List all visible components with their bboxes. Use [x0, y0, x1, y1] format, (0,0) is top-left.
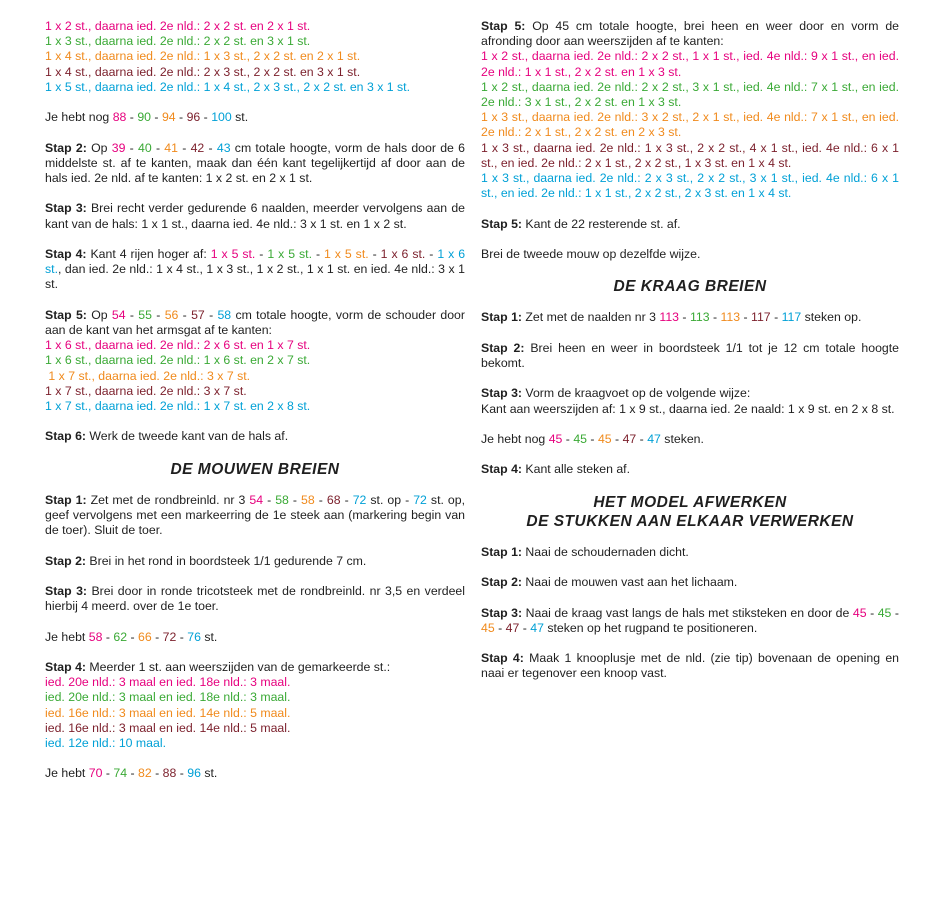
- size-line: ied. 16e nld.: 3 maal en ied. 14e nld.: 5 maal.: [45, 720, 291, 735]
- size-value: 58: [301, 492, 315, 507]
- step-label: Stap 6:: [45, 429, 86, 444]
- size-value: 56: [164, 307, 179, 322]
- size-value: 45: [597, 431, 612, 446]
- size-value: 57: [191, 307, 205, 322]
- size-value: 45: [573, 431, 587, 446]
- size-value: 88: [162, 766, 177, 781]
- size-line: 1 x 6 st., daarna ied. 2e nld.: 1 x 6 st. en 2 x 7 st.: [45, 353, 311, 368]
- step-paragraph: [481, 575, 899, 590]
- size-line: 1 x 4 st., daarna ied. 2e nld.: 2 x 3 st., 2 x 2 st. en 3 x 1 st.: [45, 64, 361, 79]
- step-label: Stap 5:: [45, 307, 87, 322]
- size-value: 62: [113, 629, 128, 644]
- size-value: 1 x 6 st.: [380, 246, 426, 261]
- size-value: 47: [647, 431, 661, 446]
- text: Kant de 22 resterende st. af.: [522, 216, 681, 231]
- size-value: 47: [505, 620, 520, 635]
- text: st.: [200, 629, 218, 644]
- size-line: 1 x 6 st., daarna ied. 2e nld.: 2 x 6 st. en 1 x 7 st.: [45, 338, 311, 353]
- text: Naai de mouwen vast aan het lichaam.: [522, 575, 738, 590]
- text: Je hebt: [45, 766, 89, 781]
- size-line: 1 x 2 st., daarna ied. 2e nld.: 2 x 2 st., 1 x 1 st., ied. 4e nld.: 9 x 1 st., en ied. 2e nld.: 1 x 1 st., 2 x 2 st. en 1 x 3 st.: [481, 49, 899, 79]
- step-paragraph: [45, 429, 465, 444]
- size-value: 39: [111, 140, 126, 155]
- text: Zet met de rondbreinld. nr 3: [86, 492, 250, 507]
- size-line: ied. 16e nld.: 3 maal en ied. 14e nld.: 5 maal.: [45, 705, 291, 720]
- step-paragraph: Stap 2: Op 39 - 40 - 41 - 42 - 43 cm totale hoogte, vorm de hals door de 6 middelste st. af te kanten, maak dan één kant tegelijkertijd af door aan de hals ied. 2e nld. af te kanten: 1 x 2 st. en 2 x 1 st.: [45, 140, 465, 185]
- text: steken.: [660, 431, 704, 446]
- step-paragraph: Stap 4: Kant 4 rijen hoger af: 1 x 5 st. - 1 x 5 st. - 1 x 5 st. - 1 x 6 st. - 1 x 6 st., dan ied. 2e nld.: 1 x 4 st., 1 x 3 st., 1 x 2 st., 1 x 1 st. en ied. 4e nld.: 3 x 1 st.: [45, 246, 466, 292]
- text-line: Kant aan weerszijden af: 1 x 9 st., daarna ied. 2e naald: 1 x 9 st. en 2 x 8 st.: [481, 401, 895, 416]
- size-value: 76: [187, 629, 201, 644]
- size-value: 70: [88, 766, 103, 781]
- step-label: Stap 4:: [481, 651, 524, 666]
- size-value: 58: [217, 307, 232, 322]
- text: Je hebt: [45, 629, 89, 644]
- size-line: 1 x 4 st., daarna ied. 2e nld.: 1 x 3 st., 2 x 2 st. en 2 x 1 st.: [45, 49, 361, 64]
- size-line: 1 x 2 st., daarna ied. 2e nld.: 2 x 2 st. en 2 x 1 st.: [45, 19, 311, 33]
- right-column: [481, 19, 899, 697]
- step-label: Stap 3:: [45, 201, 87, 216]
- text: Brei heen en weer in boordsteek 1/1 tot je 12 cm totale hoogte bekomt.: [481, 340, 900, 370]
- section-heading: DE KRAAG BREIEN: [613, 278, 767, 296]
- size-value: 58: [88, 629, 103, 644]
- size-value: 47: [530, 620, 544, 635]
- size-line: 1 x 3 st., daarna ied. 2e nld.: 2 x 3 st., 2 x 2 st., 3 x 1 st., ied. 4e nld.: 6 x 1 st., en ied. 2e nld.: 1 x 1 st., 2 x 2 st., 2 x 3 st. en 1 x 4 st.: [481, 171, 899, 201]
- step-paragraph: [481, 19, 899, 201]
- text: Brei door in ronde tricotsteek met de rondbreinld. nr 3,5 en verdeel hierbij 4 meerd. over de 1e toer.: [45, 583, 465, 614]
- size-value: 113: [720, 310, 741, 325]
- stitch-count-paragraph: Je hebt 70 - 74 - 82 - 88 - 96 st.: [45, 766, 218, 781]
- step-paragraph: Stap 3: Naai de kraag vast langs de hals met stiksteken en door de 45 - 45 - 45 - 47 - 47 steken op het rugpand te positioneren.: [481, 605, 900, 635]
- size-value: 94: [161, 110, 176, 125]
- step-label: Stap 3:: [481, 605, 523, 620]
- text: Naai de kraag vast langs de hals met stiksteken en door de: [522, 605, 853, 620]
- step-label: Stap 4:: [45, 246, 87, 261]
- size-value: 100: [211, 110, 232, 125]
- size-value: 113: [689, 310, 710, 325]
- size-value: 96: [187, 766, 201, 781]
- size-line: 1 x 7 st., daarna ied. 2e nld.: 3 x 7 st.: [45, 383, 247, 398]
- text: Je hebt nog: [481, 431, 549, 446]
- step-paragraph: [481, 386, 899, 416]
- size-line: ied. 20e nld.: 3 maal en ied. 18e nld.: 3 maal.: [45, 690, 291, 705]
- size-line: 1 x 2 st., daarna ied. 2e nld.: 2 x 2 st., 3 x 1 st., ied. 4e nld.: 7 x 1 st., en ied. 2e nld.: 3 x 1 st., 2 x 2 st. en 1 x 3 st.: [481, 79, 899, 110]
- step-label: Stap 5:: [481, 216, 522, 231]
- size-value: 58: [275, 492, 289, 507]
- step-paragraph: [481, 651, 899, 681]
- size-value: 54: [249, 492, 264, 507]
- text: Op: [86, 140, 112, 155]
- size-line: ied. 20e nld.: 3 maal en ied. 18e nld.: 3 maal.: [45, 675, 291, 690]
- stitch-count-paragraph: Je hebt 58 - 62 - 66 - 72 - 76 st.: [45, 629, 218, 644]
- text: Je hebt nog: [45, 110, 113, 125]
- size-value: 96: [186, 110, 201, 125]
- size-value: 66: [138, 629, 152, 644]
- size-line: 1 x 3 st., daarna ied. 2e nld.: 1 x 3 st., 2 x 2 st., 4 x 1 st., ied. 4e nld.: 6 x 1 st., en ied. 2e nld.: 2 x 1 st., 2 x 2 st., 1 x 3 st. en 1 x 4 st.: [481, 140, 899, 170]
- size-value: 54: [111, 307, 126, 322]
- text: Maak 1 knooplusje met de nld. (zie tip) bovenaan de opening en naai er tegenover een knoop vast.: [481, 651, 900, 681]
- size-value: 1 x 5 st.: [210, 246, 256, 261]
- step-label: Stap 2:: [481, 340, 525, 355]
- step-label: Stap 3:: [481, 386, 522, 401]
- text-paragraph: Brei de tweede mouw op dezelfde wijze.: [481, 247, 701, 262]
- step-label: Stap 1:: [481, 544, 522, 559]
- text: st.: [200, 766, 218, 781]
- size-value: 45: [548, 431, 563, 446]
- step-label: Stap 2:: [481, 575, 522, 590]
- size-line: 1 x 3 st., daarna ied. 2e nld.: 3 x 2 st., 2 x 1 st., ied. 4e nld.: 7 x 1 st., en ied. 2e nld.: 2 x 1 st., 2 x 2 st. en 2 x 3 st.: [481, 110, 899, 140]
- step-label: Stap 1:: [45, 492, 87, 507]
- step-paragraph: [45, 660, 465, 751]
- size-value: 74: [113, 766, 128, 781]
- size-value: 40: [138, 140, 152, 155]
- size-line: 1 x 5 st., daarna ied. 2e nld.: 1 x 4 st., 2 x 3 st., 2 x 2 st. en 3 x 1 st.: [45, 79, 410, 94]
- size-value: 90: [137, 110, 151, 125]
- size-line: 1 x 7 st., daarna ied. 2e nld.: 1 x 7 st. en 2 x 8 st.: [45, 399, 311, 413]
- size-value: 1 x 5 st.: [267, 246, 313, 261]
- text: steken op het rugpand te positioneren.: [543, 620, 758, 635]
- size-line: 1 x 7 st., daarna ied. 2e nld.: 3 x 7 st.: [45, 368, 251, 383]
- size-value: 42: [190, 140, 205, 155]
- size-value: 82: [138, 766, 152, 781]
- text: Vorm de kraagvoet op de volgende wijze:: [522, 386, 751, 401]
- step-paragraph: [45, 554, 465, 569]
- text: Kant alle steken af.: [522, 462, 631, 477]
- step-paragraph: [481, 217, 899, 232]
- text: st.: [231, 110, 249, 125]
- text: Zet met de naalden nr 3: [522, 310, 660, 325]
- text: Naai de schoudernaden dicht.: [522, 544, 689, 559]
- step-label: Stap 3:: [45, 583, 88, 598]
- size-value: 113: [659, 310, 680, 325]
- size-value: 1 x 5 st.: [324, 246, 369, 261]
- size-value: 117: [781, 310, 802, 325]
- size-value: 1 x 6 st.: [45, 246, 466, 277]
- text: cm totale hoogte, vorm de schouder door aan de kant van het armsgat af te kanten:: [45, 307, 465, 337]
- step-label: Stap 2:: [45, 140, 87, 155]
- text: Meerder 1 st. aan weerszijden van de gemarkeerde st.:: [86, 659, 391, 674]
- step-paragraph: Stap 1: Zet met de rondbreinld. nr 3 54 - 58 - 58 - 68 - 72 st. op - 72 st. op, geef vervolgens met een markeerring de 1e steek aan (markering begin van de toer). Sluit de toer.: [45, 492, 466, 538]
- step-label: Stap 4:: [45, 659, 86, 674]
- size-value: 45: [481, 620, 495, 635]
- size-value: 45: [852, 605, 867, 620]
- step-paragraph: [481, 341, 899, 371]
- step-label: Stap 1:: [481, 310, 522, 325]
- text: Op 45 cm totale hoogte, brei heen en weer door en vorm de afronding door aan weerszijden af te kanten:: [481, 19, 900, 49]
- size-value: 117: [751, 310, 771, 325]
- text: st. op -: [366, 492, 414, 507]
- size-line: 1 x 3 st., daarna ied. 2e nld.: 2 x 2 st. en 3 x 1 st.: [45, 34, 311, 49]
- size-line: ied. 12e nld.: 10 maal.: [45, 735, 166, 750]
- step-paragraph: [45, 201, 465, 231]
- left-column: [45, 19, 465, 797]
- text: Werk de tweede kant van de hals af.: [86, 429, 289, 444]
- step-paragraph: [45, 584, 465, 614]
- stitch-count-paragraph: Je hebt nog 45 - 45 - 45 - 47 - 47 steken.: [481, 431, 704, 446]
- section-heading: DE MOUWEN BREIEN: [170, 460, 340, 478]
- section-heading: DE STUKKEN AAN ELKAAR VERWERKEN: [526, 512, 854, 530]
- size-value: 72: [352, 492, 367, 507]
- text: , dan ied. 2e nld.: 1 x 4 st., 1 x 3 st., 1 x 2 st., 1 x 1 st. en ied. 4e nld.: 3 x 1 st.: [45, 262, 465, 292]
- size-value: 45: [877, 605, 892, 620]
- decrease-lines: [45, 19, 465, 95]
- text: steken op.: [801, 310, 862, 325]
- text: Brei recht verder gedurende 6 naalden, meerder vervolgens aan de kant van de hals: 1 x 1 st., daarna ied. 4e nld.: 3 x 1 st. en 1 x 2 st.: [45, 201, 465, 231]
- stitch-count-paragraph: Je hebt nog 88 - 90 - 94 - 96 - 100 st.: [45, 110, 249, 125]
- step-label: Stap 2:: [45, 553, 86, 568]
- text: Op: [86, 307, 112, 322]
- size-value: 41: [164, 140, 178, 155]
- section-heading: HET MODEL AFWERKEN: [593, 493, 787, 511]
- size-value: 55: [138, 307, 152, 322]
- size-value: 43: [216, 140, 231, 155]
- size-value: 88: [112, 110, 127, 125]
- step-paragraph: Stap 5: Op 54 - 55 - 56 - 57 - 58 cm totale hoogte, vorm de schouder door aan de kant van het armsgat af te kanten: 1 x 6 st., daarna ied. 2e nld.: 2 x 6 st. en 1 x 7 st. 1 x 6 st., daarna ied. 2e nld.: 1 x 6 st. en 2 x 7 st. 1 x 7 st., daarna ied. 2e nld.: 3 x 7 st. 1 x 7 st., daarna ied. 2e nld.: 3 x 7 st. 1 x 7 st., daarna ied. 2e nld.: 1 x 7 st. en 2 x 8 st.: [45, 307, 465, 413]
- step-paragraph: [481, 462, 899, 477]
- text: st. op, geef vervolgens met een markeerring de 1e steek aan (markering begin van de toer). Sluit de toer.: [45, 492, 466, 538]
- step-paragraph: Stap 1: Zet met de naalden nr 3 113 - 113 - 113 - 117 - 117 steken op.: [481, 310, 862, 325]
- size-value: 47: [622, 431, 637, 446]
- text: Kant 4 rijen hoger af:: [86, 246, 211, 261]
- size-value: 72: [413, 492, 427, 507]
- text: cm totale hoogte, vorm de hals door de 6 middelste st. af te kanten, maak dan één kant tegelijkertijd af door aan de hals ied. 2e nld. af te kanten: 1 x 2 st. en 2 x 1 st.: [45, 140, 465, 185]
- step-label: Stap 4:: [481, 462, 522, 477]
- text: Brei in het rond in boordsteek 1/1 gedurende 7 cm.: [86, 553, 367, 568]
- size-value: 68: [326, 492, 341, 507]
- step-paragraph: [481, 545, 899, 560]
- step-label: Stap 5:: [481, 19, 526, 33]
- size-value: 72: [162, 629, 177, 644]
